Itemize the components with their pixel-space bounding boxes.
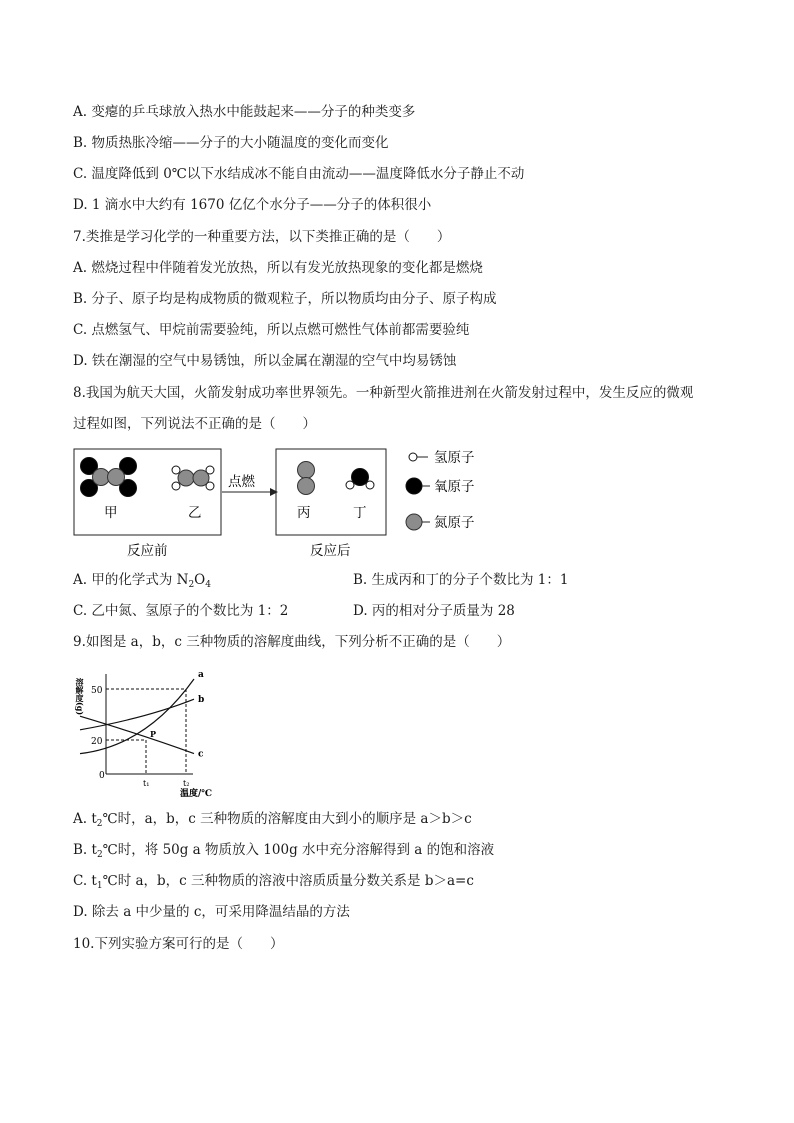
- x-tick-label: t₁: [143, 779, 150, 788]
- legend-nitrogen-icon: [406, 514, 422, 530]
- nitrogen-atom: [298, 478, 315, 495]
- q6-option-d: D. 1 滴水中大约有 1670 亿亿个水分子——分子的体积很小: [73, 197, 432, 213]
- curve-b: [80, 699, 194, 730]
- q7-option-a: A. 燃烧过程中伴随着发光放热，所以有发光放热现象的变化都是燃烧: [73, 260, 483, 276]
- q8-option-d: D. 丙的相对分子质量为 28: [353, 603, 515, 619]
- q6-option-b: B. 物质热胀冷缩——分子的大小随温度的变化而变化: [73, 135, 389, 151]
- q9-option-c: C. $t_1℃$时 a，b，c 三种物质的溶液中溶质质量分数关系是 b＞a=c: [73, 873, 474, 891]
- label-jia: 甲: [104, 505, 118, 521]
- q7-stem: 7.类推是学习化学的一种重要方法，以下类推正确的是（ ）: [73, 229, 451, 245]
- legend-oxygen-label: 氧原子: [434, 479, 475, 495]
- q9-option-a: A. $t_2℃$时，a，b，c 三种物质的溶解度由大到小的顺序是 a＞b＞c: [73, 811, 472, 829]
- y-axis-label: 溶解度(g): [75, 678, 85, 716]
- x-axis-label: 温度/℃: [180, 789, 213, 799]
- legend-oxygen-icon: [406, 478, 422, 494]
- hydrogen-atom: [172, 482, 180, 490]
- y-tick-label: 20: [91, 737, 103, 747]
- q8-option-a: A. 甲的化学式为 $N_2O_4$: [73, 572, 211, 590]
- q10-stem: 10.下列实验方案可行的是（ ）: [73, 936, 284, 952]
- molecule-ding: [346, 469, 374, 490]
- molecule-jia: [81, 458, 137, 497]
- q8-stem-line1: 8.我国为航天大国，火箭发射成功率世界领先。一种新型火箭推进剂在火箭发射过程中，发生反应的微观: [73, 385, 694, 401]
- q7-option-b: B. 分子、原子均是构成物质的微观粒子，所以物质均由分子、原子构成: [73, 291, 497, 307]
- q7-option-d: D. 铁在潮湿的空气中易锈蚀，所以金属在潮湿的空气中均易锈蚀: [73, 353, 457, 369]
- arrow-label: 点燃: [228, 474, 255, 490]
- q8-option-c: C. 乙中氮、氢原子的个数比为 1：2: [73, 603, 289, 619]
- nitrogen-atom: [178, 470, 194, 486]
- legend-hydrogen-label: 氢原子: [434, 450, 475, 466]
- solubility-chart: [72, 662, 222, 802]
- hydrogen-atom: [172, 466, 180, 474]
- nitrogen-atom: [193, 470, 209, 486]
- point-p-label: P: [150, 729, 157, 739]
- q8-option-b: B. 生成丙和丁的分子个数比为 1：1: [353, 572, 569, 588]
- q6-option-c: C. 温度降低到 0℃以下水结成冰不能自由流动——温度降低水分子静止不动: [73, 166, 525, 182]
- label-bing: 丙: [297, 505, 311, 521]
- oxygen-atom: [352, 469, 369, 486]
- q9-option-d: D. 除去 a 中少量的 c，可采用降温结晶的方法: [73, 904, 350, 920]
- x-tick-label: t₂: [183, 779, 190, 788]
- q9-stem: 9.如图是 a，b，c 三种物质的溶解度曲线，下列分析不正确的是（ ）: [73, 634, 511, 650]
- x-tick-label: 0: [99, 771, 105, 781]
- legend-nitrogen-label: 氮原子: [434, 515, 475, 531]
- q9-option-b: B. $t_2℃$时，将 50g a 物质放入 100g 水中充分溶解得到 a 的饱和溶液: [73, 842, 495, 860]
- caption-before: 反应前: [127, 543, 168, 559]
- y-tick-label: 50: [91, 686, 103, 696]
- curve-c: [80, 716, 194, 753]
- after-box: [276, 449, 386, 535]
- label-yi: 乙: [188, 505, 202, 521]
- nitrogen-atom: [298, 462, 315, 479]
- label-ding: 丁: [353, 505, 367, 521]
- q6-option-a: A. 变瘪的乒乓球放入热水中能鼓起来——分子的种类变多: [73, 104, 416, 120]
- molecule-yi: [172, 466, 214, 490]
- series-label-b: b: [198, 695, 205, 706]
- q7-option-c: C. 点燃氢气、甲烷前需要验纯，所以点燃可燃性气体前都需要验纯: [73, 322, 470, 338]
- nitrogen-atom: [108, 469, 125, 486]
- caption-after: 反应后: [310, 543, 351, 559]
- series-label-c: c: [198, 749, 204, 760]
- series-label-a: a: [198, 670, 204, 680]
- molecule-bing: [298, 462, 315, 495]
- q8-stem-line2: 过程如图，下列说法不正确的是（ ）: [73, 416, 316, 432]
- nitrogen-atom: [93, 469, 110, 486]
- arrow-head: [270, 488, 278, 496]
- legend-hydrogen-icon: [409, 453, 417, 461]
